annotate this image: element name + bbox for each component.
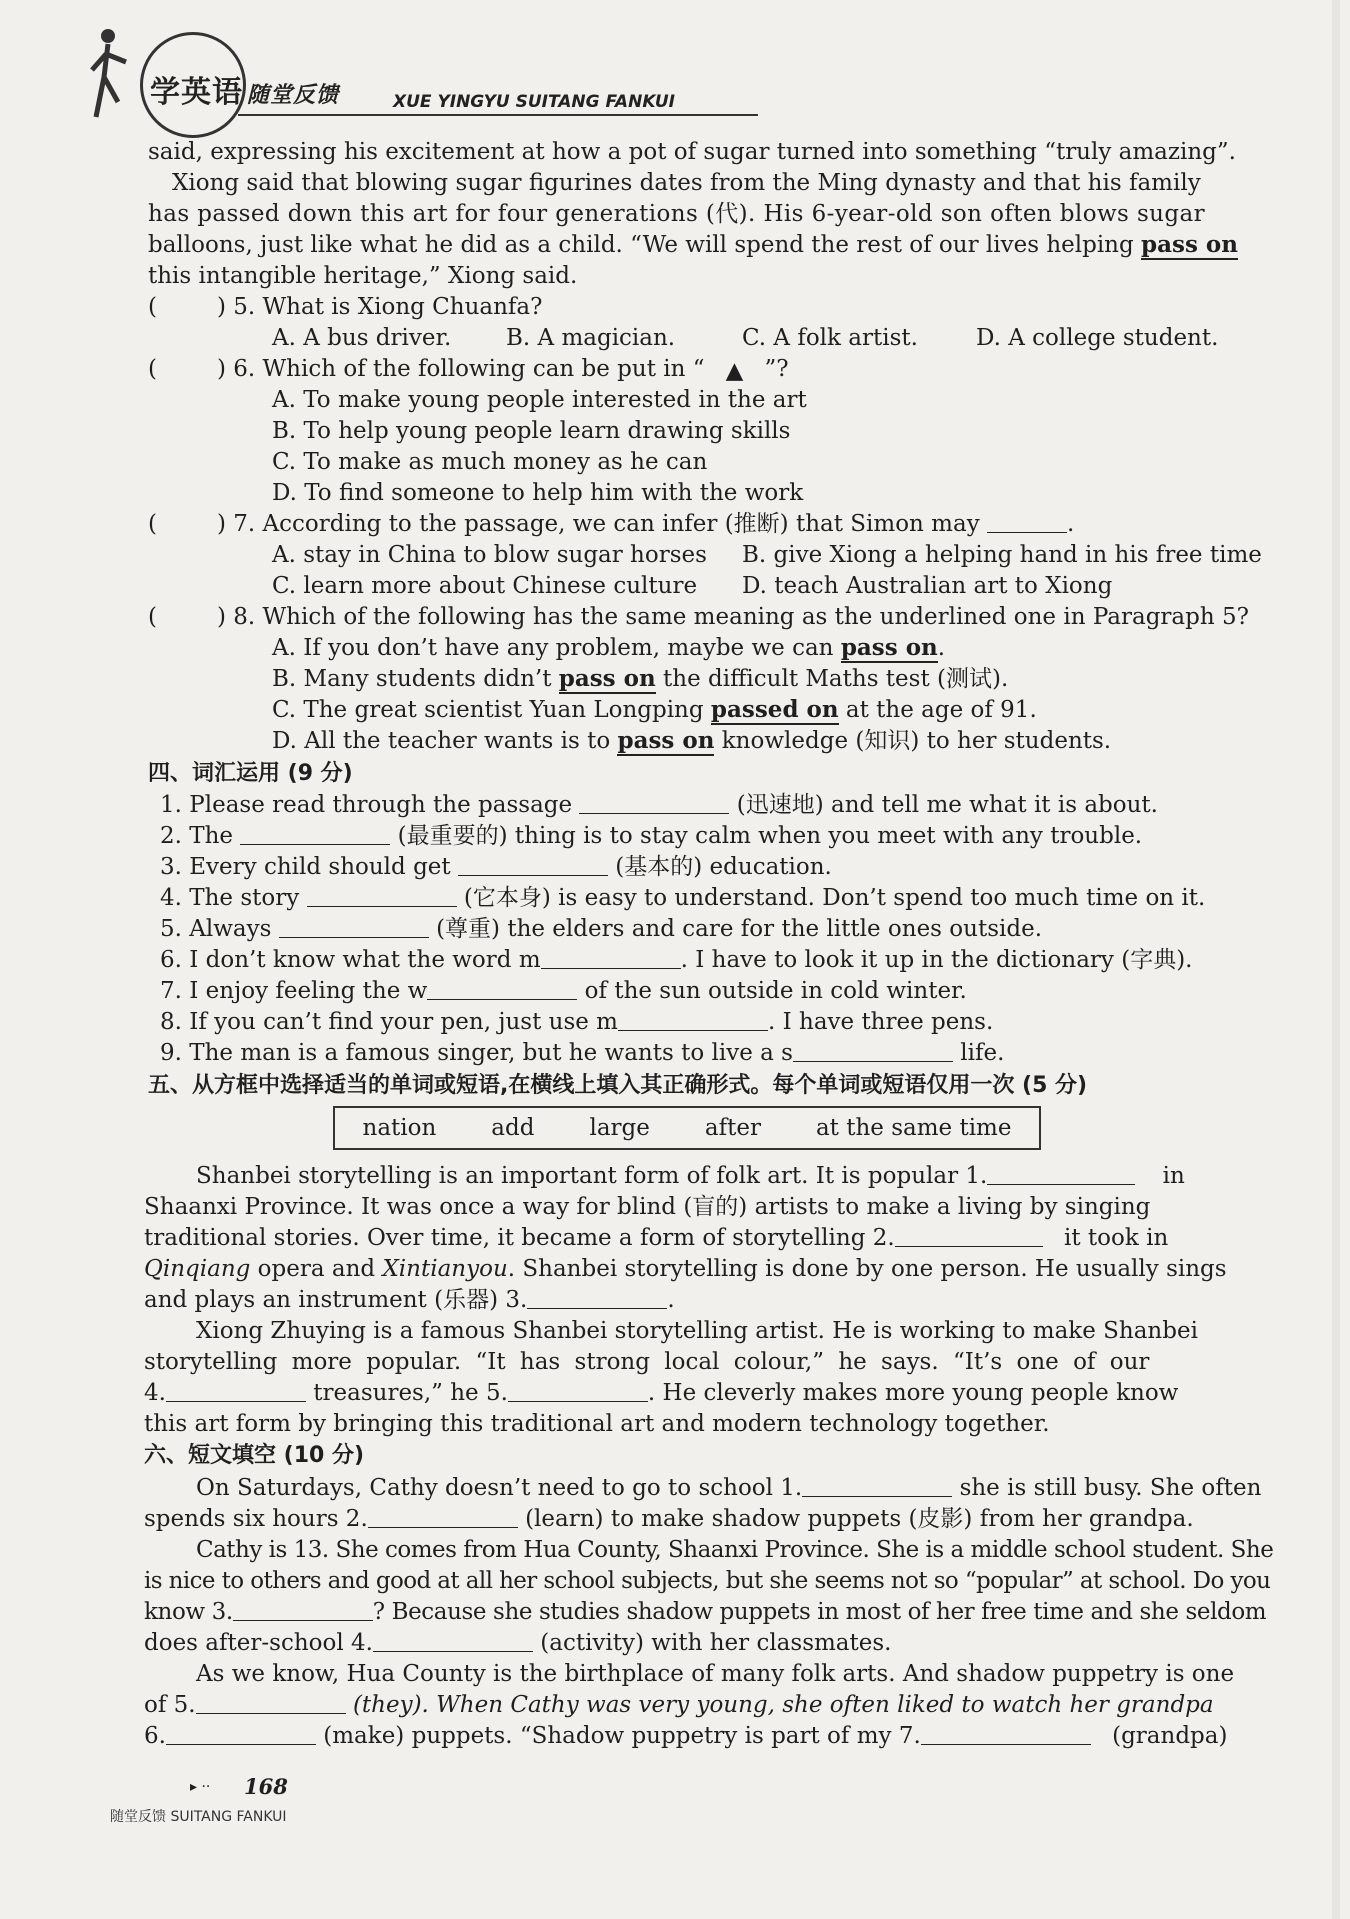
passage-line: Shanbei storytelling is an important form of folk art. It is popular 1. in xyxy=(196,1163,1185,1189)
passage-line: and plays an instrument (乐器) 3. . xyxy=(144,1287,675,1313)
passage-line: Qinqiang opera and Xintianyou. Shanbei storytelling is done by one person. He usually sings xyxy=(144,1256,1227,1282)
passage-line: As we know, Hua County is the birthplace of many folk arts. And shadow puppetry is one xyxy=(196,1661,1235,1687)
answer-blank[interactable] xyxy=(427,977,577,1000)
vocab-item: 3. Every child should get (基本的) education. xyxy=(160,854,832,880)
answer-blank[interactable] xyxy=(233,1598,373,1621)
q7-option-c: C. learn more about Chinese culture xyxy=(272,573,698,599)
q5-option-b: B. A magician. xyxy=(506,325,676,351)
answer-blank[interactable] xyxy=(307,884,457,907)
answer-blank[interactable] xyxy=(921,1722,1091,1745)
q5-option-d: D. A college student. xyxy=(976,325,1219,351)
q8-option-b: B. Many students didn’t pass on the difficult Maths test (测试). xyxy=(272,665,1009,692)
runner-icon xyxy=(88,22,148,132)
passage-line: has passed down this art for four generations (代). His 6-year-old son often blows sugar xyxy=(148,201,1205,227)
answer-blank[interactable] xyxy=(279,915,429,938)
q7-option-a: A. stay in China to blow sugar horses xyxy=(272,542,707,568)
vocab-item: 6. I don’t know what the word m . I have to look it up in the dictionary (字典). xyxy=(160,947,1193,973)
answer-blank[interactable] xyxy=(802,1474,952,1497)
passage-line: balloons, just like what he did as a child. “We will spend the rest of our lives helping pass on xyxy=(148,231,1238,258)
passage-line: said, expressing his excitement at how a pot of sugar turned into something “truly amazing”. xyxy=(148,139,1236,165)
word-box-item: nation xyxy=(362,1115,437,1141)
passage-line: know 3. ? Because she studies shadow puppets in most of her free time and she seldom xyxy=(144,1599,1267,1625)
answer-blank[interactable] xyxy=(166,1722,316,1745)
word-box-item: after xyxy=(704,1115,761,1141)
passage-line: is nice to others and good at all her school subjects, but she seems not so “popular” at school. Do you xyxy=(144,1568,1271,1594)
word-box xyxy=(333,1106,1041,1150)
answer-blank[interactable] xyxy=(166,1379,306,1402)
word-box-item: large xyxy=(589,1115,650,1141)
answer-blank[interactable] xyxy=(368,1505,518,1528)
passage-line: 4. treasures,” he 5. . He cleverly makes more young people know xyxy=(144,1380,1179,1406)
q6-option-a: A. To make young people interested in the art xyxy=(272,387,807,413)
answer-blank[interactable] xyxy=(458,853,608,876)
header-rule xyxy=(238,114,758,116)
question-5: ( ) 5. What is Xiong Chuanfa? xyxy=(148,294,543,320)
underlined-pass-on: pass on xyxy=(1141,231,1238,258)
vocab-item: 5. Always (尊重) the elders and care for the little ones outside. xyxy=(160,916,1042,942)
q5-option-a: A. A bus driver. xyxy=(272,325,452,351)
q8-option-c: C. The great scientist Yuan Longping passed on at the age of 91. xyxy=(272,696,1037,723)
passage-line: spends six hours 2. (learn) to make shadow puppets (皮影) from her grandpa. xyxy=(144,1506,1194,1532)
answer-blank[interactable] xyxy=(541,946,681,969)
vocab-item: 8. If you can’t find your pen, just use m . I have three pens. xyxy=(160,1009,994,1035)
passage-line: 6. (make) puppets. “Shadow puppetry is part of my 7. (grandpa) xyxy=(144,1723,1228,1749)
section-6-title: 六、短文填空 (10 分) xyxy=(144,1443,365,1468)
passage-line: this intangible heritage,” Xiong said. xyxy=(148,263,578,289)
page-edge xyxy=(1332,0,1340,1919)
header xyxy=(88,22,678,132)
passage-line: On Saturdays, Cathy doesn’t need to go to school 1. she is still busy. She often xyxy=(196,1475,1262,1501)
vocab-item: 4. The story (它本身) is easy to understand. Don’t spend too much time on it. xyxy=(160,885,1206,911)
word-box-item: add xyxy=(491,1115,535,1141)
passage-line: traditional stories. Over time, it became a form of storytelling 2. it took in xyxy=(144,1225,1169,1251)
q5-option-c: C. A folk artist. xyxy=(742,325,918,351)
answer-blank[interactable] xyxy=(987,1162,1135,1185)
vocab-item: 9. The man is a famous singer, but he wants to live a s life. xyxy=(160,1040,1005,1066)
answer-blank[interactable] xyxy=(508,1379,648,1402)
answer-blank[interactable] xyxy=(527,1286,667,1309)
passage-line: storytelling more popular. “It has strong local colour,” he says. “It’s one of our xyxy=(144,1349,1150,1375)
q6-option-c: C. To make as much money as he can xyxy=(272,449,708,475)
passage-line: Cathy is 13. She comes from Hua County, Shaanxi Province. She is a middle school student. She xyxy=(196,1537,1274,1563)
passage-line: of 5. (they). When Cathy was very young, she often liked to watch her grandpa xyxy=(144,1692,1214,1718)
answer-blank[interactable] xyxy=(373,1629,533,1652)
section-4-title: 四、词汇运用 (9 分) xyxy=(148,761,353,786)
footer-brand: 随堂反馈 SUITANG FANKUI xyxy=(110,1809,287,1825)
answer-blank[interactable] xyxy=(240,822,390,845)
passage-line: does after-school 4. (activity) with her classmates. xyxy=(144,1630,892,1656)
triangle-marker-icon: ▲ xyxy=(725,358,744,384)
page-arrow-icon: ▸ ·· xyxy=(190,1779,211,1795)
header-title: 学英语 随堂反馈 xyxy=(150,75,340,110)
q6-option-d: D. To find someone to help him with the work xyxy=(272,480,804,506)
answer-blank[interactable] xyxy=(793,1039,953,1062)
q7-option-b: B. give Xiong a helping hand in his free time xyxy=(742,542,1262,568)
q8-option-a: A. If you don’t have any problem, maybe we can pass on. xyxy=(272,634,946,661)
vocab-item: 1. Please read through the passage (迅速地) and tell me what it is about. xyxy=(160,792,1158,818)
vocab-item: 7. I enjoy feeling the w of the sun outside in cold winter. xyxy=(160,978,967,1004)
answer-blank[interactable] xyxy=(618,1008,768,1031)
question-6: ( ) 6. Which of the following can be put in “ ▲ ”? xyxy=(148,356,789,384)
section-5-title: 五、从方框中选择适当的单词或短语,在横线上填入其正确形式。每个单词或短语仅用一次 (5 分) xyxy=(148,1073,1088,1098)
answer-blank[interactable] xyxy=(579,791,729,814)
passage-line: Shaanxi Province. It was once a way for blind (盲的) artists to make a living by singing xyxy=(144,1194,1151,1220)
answer-blank[interactable] xyxy=(196,1691,346,1714)
passage-line: Xiong said that blowing sugar figurines dates from the Ming dynasty and that his family xyxy=(172,170,1201,196)
answer-blank[interactable] xyxy=(987,510,1067,533)
answer-blank[interactable] xyxy=(895,1224,1043,1247)
q6-option-b: B. To help young people learn drawing skills xyxy=(272,418,791,444)
q7-option-d: D. teach Australian art to Xiong xyxy=(742,573,1113,599)
page-number: 168 xyxy=(244,1774,288,1799)
question-8: ( ) 8. Which of the following has the same meaning as the underlined one in Paragraph 5? xyxy=(148,604,1249,630)
word-box-item: at the same time xyxy=(815,1115,1012,1141)
question-7: ( ) 7. According to the passage, we can infer (推断) that Simon may . xyxy=(148,511,1075,537)
vocab-item: 2. The (最重要的) thing is to stay calm when you meet with any trouble. xyxy=(160,823,1143,849)
q8-option-d: D. All the teacher wants is to pass on knowledge (知识) to her students. xyxy=(272,727,1112,754)
passage-line: Xiong Zhuying is a famous Shanbei storytelling artist. He is working to make Shanbei xyxy=(196,1318,1198,1344)
passage-line: this art form by bringing this traditional art and modern technology together. xyxy=(144,1411,1050,1437)
header-pinyin: XUE YINGYU SUITANG FANKUI xyxy=(393,92,676,112)
